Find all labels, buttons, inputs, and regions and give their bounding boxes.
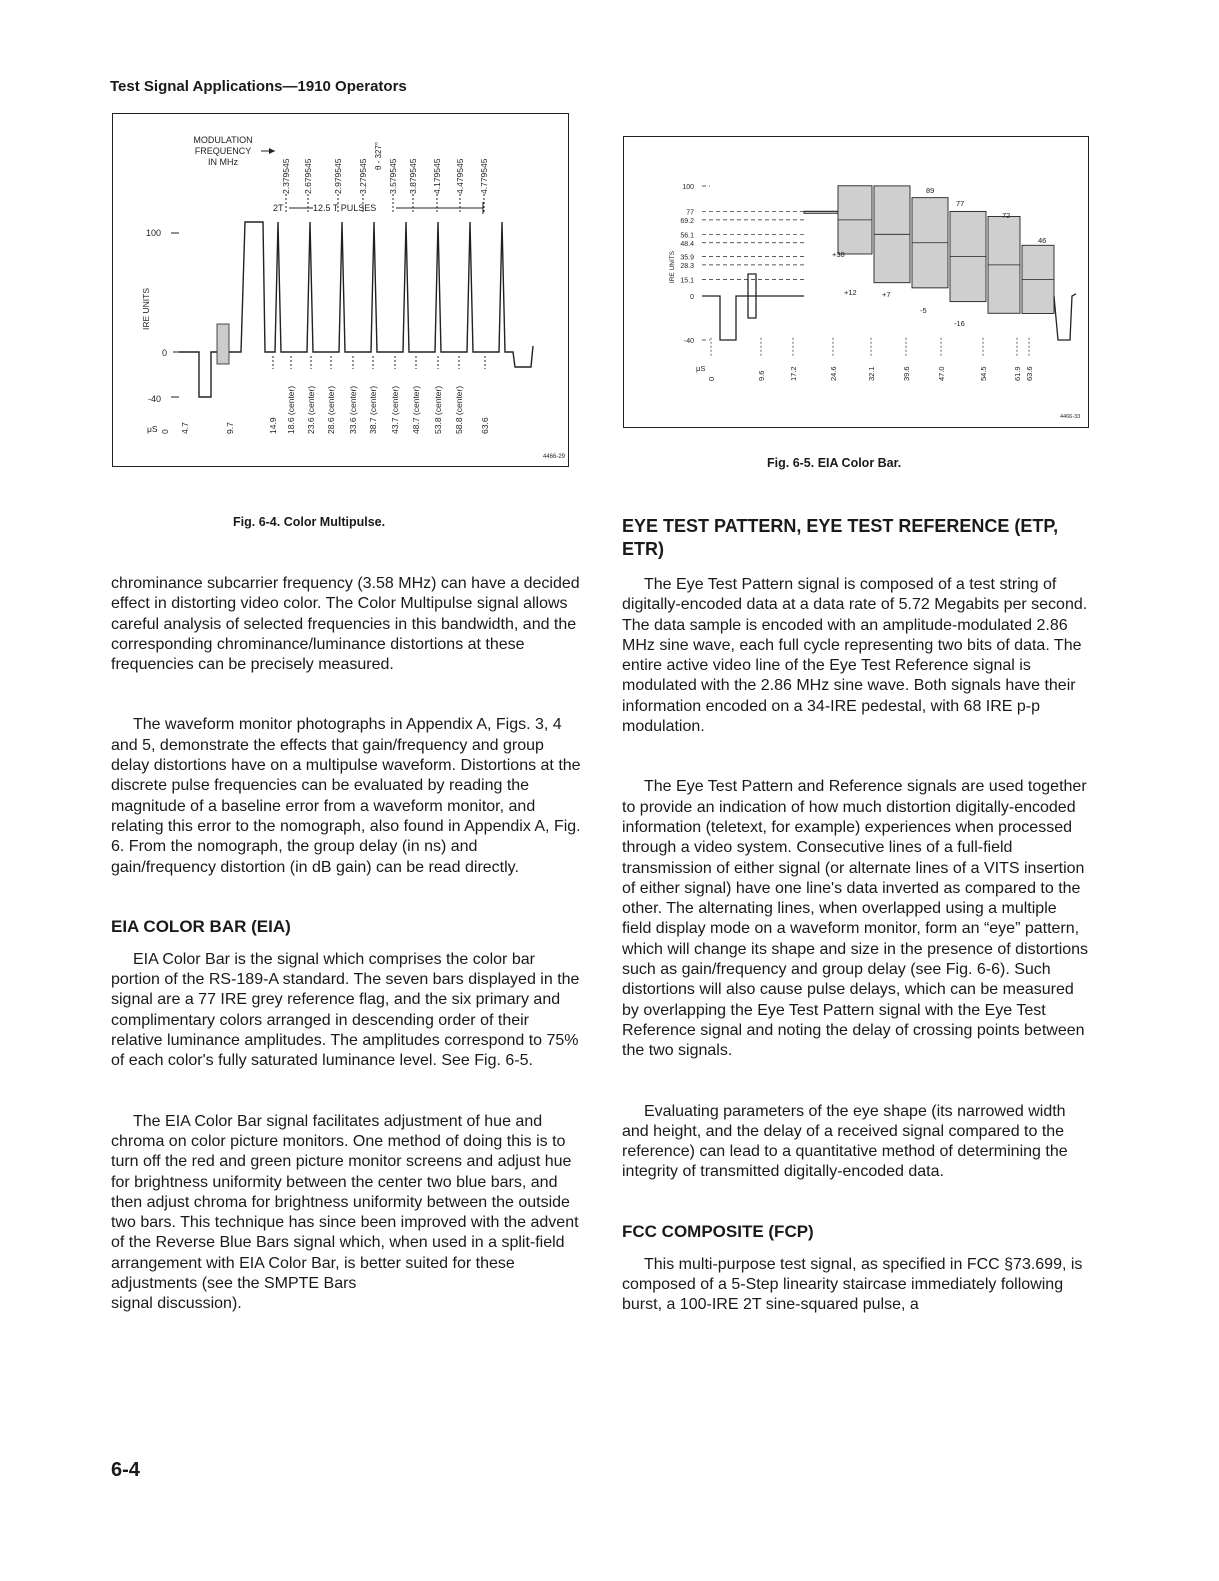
frequency-label: 3.879545 (408, 158, 418, 194)
y-tick-label: 35.9 (680, 254, 694, 262)
burst-packet (217, 324, 229, 364)
paragraph-etp-usage: The Eye Test Pattern and Reference signals are used together to provide an indication of how much distortion digitally-encoded information (teletext, for example) experiences when processed through a video system. Consecutive lines of a full-field transmission of either signal (or alternate lines of a VITS insertion of either signal) have one line's data inverted as compared to the other. The alternating lines, when overlapped using a multiple field display mode on a waveform monitor, form an “eye” pattern, which will change its shape and size in the presence of distortions such as gain/frequency and group delay (see Fig. 6-6). Such distortions will also cause pulse delays, which can be measured by overlapping the Eye Test Pattern signal with the Eye Test Reference signal and noting the delay of crossing points between the two signals. (622, 778, 1089, 1060)
paragraph-eia-adjust: The EIA Color Bar signal facilitates adjustment of hue and chroma on color picture monitors. One method of doing this is to turn off the red and green picture monitor screens and adjust hue for brightness uniformity between the center two blue bars, and then adjust chroma for brightness uniformity between the outside two bars. This technique has since been improved with the advent of the Reverse Blue Bars signal which, when used in a split-field arrangement with EIA Color Bar, is better suited for these adjustments (see the SMPTE Bars (111, 1112, 579, 1293)
y-tick-label: 48.4 (680, 240, 694, 248)
x-tick-label: 53.8 (center) (433, 385, 443, 434)
paragraph-waveform-photos: The waveform monitor photographs in Appendix A, Figs. 3, 4 and 5, demonstrate the effects that gain/frequency and group delay distortions have on a multipulse waveform. Distortions at the discrete pulse frequencies can be evaluated by reading the magnitude of a baseline error from a waveform monitor, and relating this error to the nomograph, also found in Appendix A, Fig. 6. From the nomograph, the group delay (in ns) and gain/frequency distortion (in dB gain) can be read directly. (111, 716, 581, 876)
x-unit-label: μS (147, 424, 158, 434)
running-header: Test Signal Applications—1910 Operators (110, 78, 407, 95)
mod-label-line-2: FREQUENCY (194, 146, 252, 156)
frequency-label: 3.279545 (358, 158, 368, 194)
fig65-id: 4466-33 (1060, 414, 1081, 420)
bar-level-label: -5 (920, 306, 927, 315)
bar-level-label: 46 (1038, 236, 1047, 245)
mod-label-line-3: IN MHz (208, 157, 238, 167)
x-tick-label: 39.6 (902, 366, 911, 381)
bar-level-label: +38 (832, 250, 845, 259)
heading-eye-test-pattern: EYE TEST PATTERN, EYE TEST REFERENCE (ETP, ETR) (622, 516, 1059, 559)
y-tick-minus40: -40 (147, 394, 161, 404)
x-tick-label: 38.7 (center) (368, 385, 378, 434)
paragraph-eia-adjust-tail: signal discussion). (111, 1295, 242, 1313)
frequency-label: 4.779545 (479, 158, 489, 194)
y-tick-label: 69.2 (680, 217, 694, 225)
x-tick-label: 63.6 (1025, 366, 1034, 381)
x-tick-label: 4.7 (180, 422, 190, 434)
multipulse-diagram (113, 114, 568, 466)
x-tick-label: 33.6 (center) (348, 385, 358, 434)
multipulse-waveform (179, 222, 533, 397)
x-tick-label: 9.7 (225, 422, 235, 434)
y-axis-label: IRE UNITS (141, 287, 151, 331)
y-tick-label: 77 (686, 209, 694, 217)
frequency-label: 4.479545 (455, 158, 465, 194)
x-tick-label: 17.2 (789, 366, 798, 381)
bar-level-label: 77 (956, 199, 965, 208)
bar-level-label: 89 (926, 186, 935, 195)
bar-level-label: 72 (1002, 211, 1011, 220)
y-tick-label: 28.3 (680, 262, 694, 270)
y-tick-label: 56.1 (680, 232, 694, 240)
bar-level-label: +12 (844, 288, 857, 297)
y-tick-label: 15.1 (680, 277, 694, 285)
pulse-span-labels (273, 202, 483, 214)
frequency-label: 3.579545 (388, 158, 398, 194)
y-tick-label: 100 (682, 184, 694, 191)
bar-level-label: +7 (882, 290, 891, 299)
x-tick-label: 0 (707, 376, 716, 381)
x-tick-label: 47.0 (937, 366, 946, 381)
frequency-label: 4.179545 (432, 158, 442, 194)
x-tick-label: 24.6 (829, 366, 838, 381)
paragraph-eye-shape: Evaluating parameters of the eye shape (its narrowed width and height, and the delay of a received signal compared to the reference) can lead to a quantitative method of determining the integrity of transmitted digitally-encoded data. (622, 1102, 1068, 1181)
figure-color-multipulse (112, 113, 569, 467)
x-tick-label: 43.7 (center) (390, 385, 400, 434)
x-tick-label: 0 (160, 429, 170, 434)
x-tick-label: 58.8 (center) (454, 385, 464, 434)
bar-level-label: -16 (954, 319, 965, 328)
y-tick-label: -40 (683, 338, 694, 345)
fig65-caption: Fig. 6-5. EIA Color Bar. (767, 456, 902, 470)
x-tick-label: 32.1 (867, 366, 876, 381)
paragraph-etp-intro: The Eye Test Pattern signal is composed of a test string of digitally-encoded data at a data rate of 5.72 Megabits per second. The data sample is encoded with an amplitude-modulated 2.86 MHz sine wave, each full cycle representing two bits of data. The entire active video line of the Eye Test Reference signal is modulated with the 2.86 MHz sine wave. Both signals have their information encoded on a 34-IRE pedestal, with 68 IRE p-p modulation. (622, 576, 1088, 736)
y-tick-label: 0 (690, 294, 694, 301)
fig64-id: 4466-29 (543, 454, 566, 460)
frequency-label: 2.979545 (333, 158, 343, 194)
phase-label: θ - 327° (374, 141, 383, 170)
x-tick-label: 23.6 (center) (306, 385, 316, 434)
heading-eia-color-bar: EIA COLOR BAR (EIA) (111, 916, 291, 936)
y-tick-0: 0 (161, 348, 167, 358)
figure-eia-color-bar (623, 136, 1089, 428)
y-tick-100: 100 (145, 228, 161, 238)
fig64-caption: Fig. 6-4. Color Multipulse. (233, 515, 386, 529)
y-axis (141, 228, 179, 404)
x-tick-label: 18.6 (center) (286, 385, 296, 434)
x-tick-label: 14.9 (268, 417, 278, 434)
mod-label-line-1: MODULATION (193, 135, 253, 145)
eia-color-bar-diagram (624, 137, 1088, 427)
x-tick-label: 9.6 (757, 370, 766, 381)
frequency-label: 2.379545 (281, 158, 291, 194)
right-column (622, 515, 1090, 1316)
x-tick-label: 63.6 (480, 417, 490, 434)
page-number: 6-4 (111, 1459, 140, 1481)
y-axis-label: IRE UNITS (669, 250, 676, 284)
frequency-label: 2.679545 (303, 158, 313, 194)
y-axis (680, 184, 804, 345)
paragraph-fcc-intro: This multi-purpose test signal, as specified in FCC §73.699, is composed of a 5-Step linearity staircase immediately following burst, a 100-IRE 2T sine-squared pulse, a (622, 1255, 1083, 1314)
x-tick-label: 28.6 (center) (326, 385, 336, 434)
label-2t: 2T (273, 203, 284, 213)
heading-fcc-composite: FCC COMPOSITE (FCP) (622, 1221, 814, 1241)
left-column (111, 574, 582, 1315)
x-tick-label: 48.7 (center) (411, 385, 421, 434)
x-tick-label: 54.5 (979, 366, 988, 381)
x-unit-label: μS (696, 364, 706, 373)
mod-frequency-label (193, 135, 252, 167)
paragraph-multipulse-cont: chrominance subcarrier frequency (3.58 MHz) can have a decided effect in distorting video color. The Color Multipulse signal allows careful analysis of selected frequencies in this bandwidth, and the corresponding chrominance/luminance distortions at these frequencies can be precisely measured. (111, 575, 580, 674)
x-tick-label: 61.9 (1013, 366, 1022, 381)
x-axis-ticks (696, 338, 1034, 381)
label-125t-pulses: 12.5 T PULSES (313, 203, 377, 213)
paragraph-eia-intro: EIA Color Bar is the signal which comprises the color bar portion of the RS-189-A standard. The seven bars displayed in the signal are a 77 IRE grey reference flag, and the six primary and complimentary colors arranged in descending order of their relative luminance amplitudes. The amplitudes correspond to 75% of each color's fully saturated luminance level. See Fig. 6-5. (111, 950, 580, 1070)
